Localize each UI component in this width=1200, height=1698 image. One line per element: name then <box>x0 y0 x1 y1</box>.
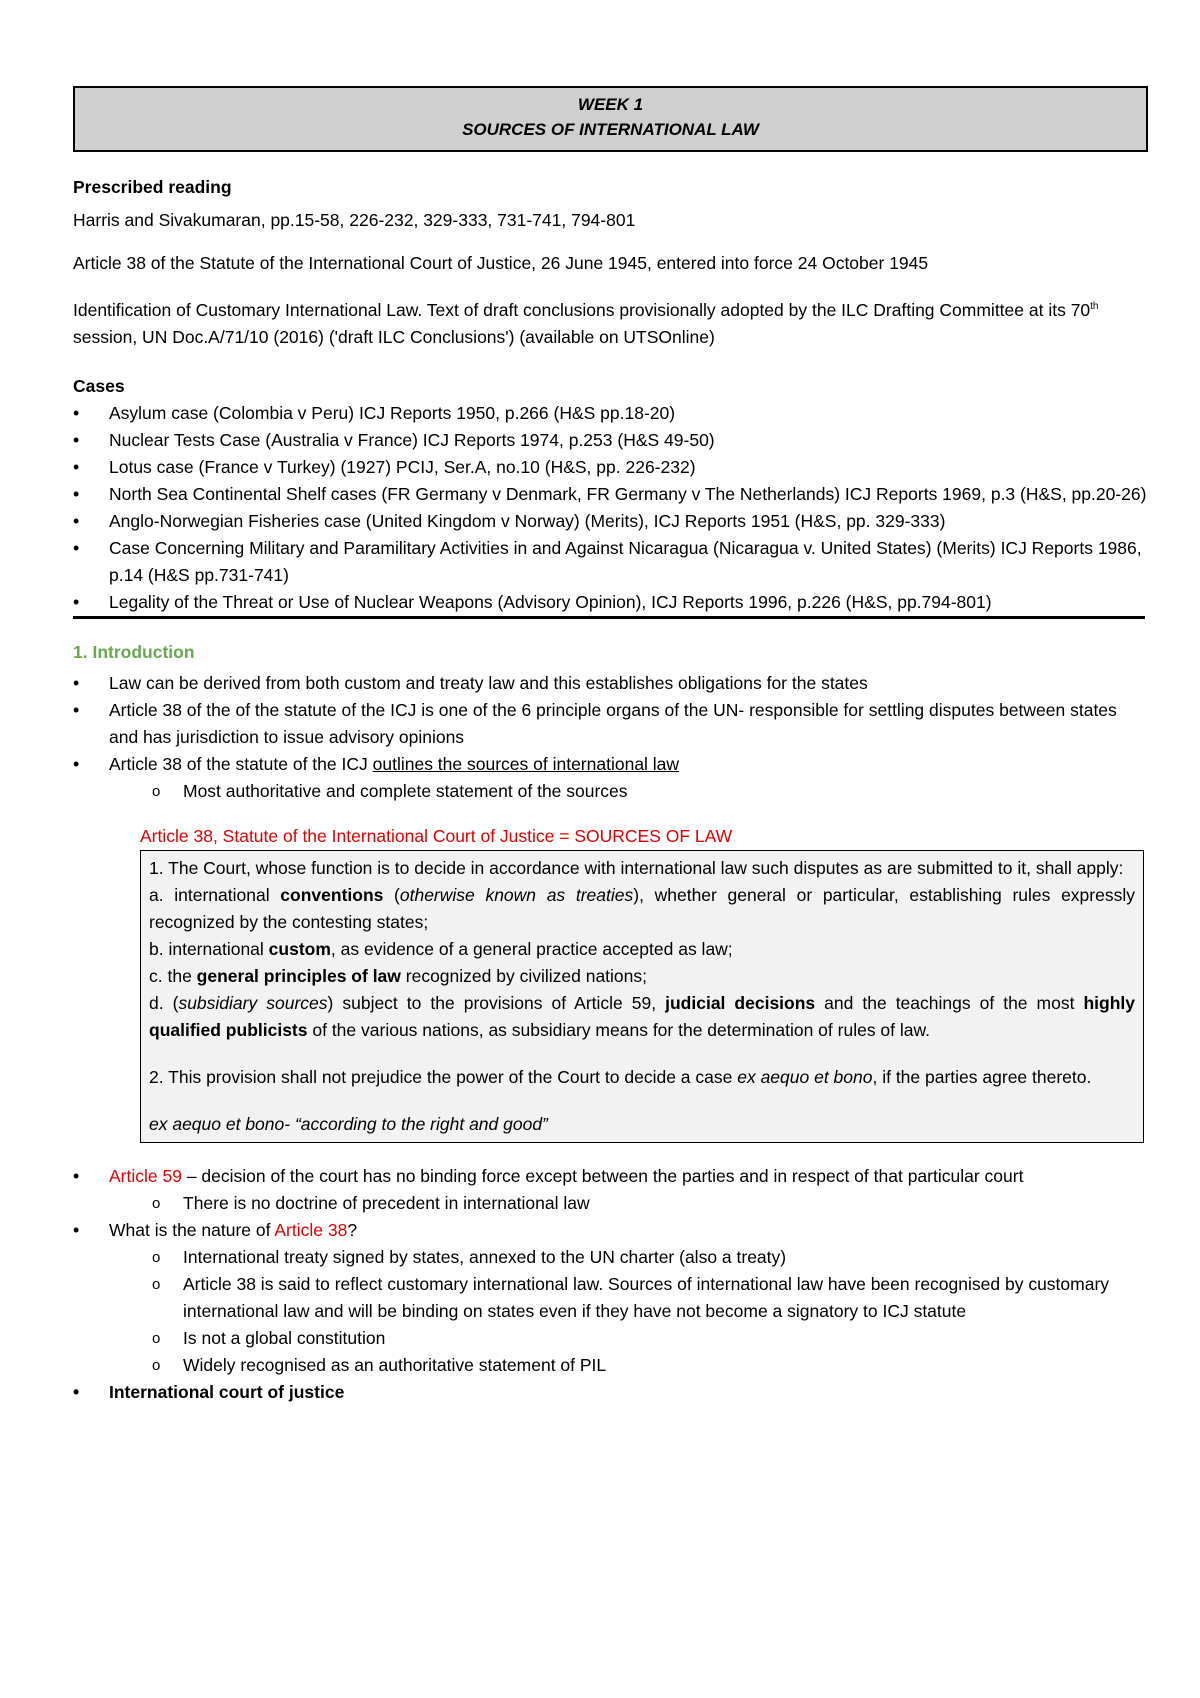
sub-list-item: o There is no doctrine of precedent in international law <box>73 1190 1148 1217</box>
sub-list-item: o Most authoritative and complete statement of the sources <box>73 778 1148 805</box>
page-title: SOURCES OF INTERNATIONAL LAW <box>462 120 759 139</box>
list-item: • What is the nature of Article 38? <box>73 1217 1148 1244</box>
article-38-caption: Article 38, Statute of the International Court of Justice = SOURCES OF LAW <box>140 825 733 846</box>
sub-list-item: o International treaty signed by states, annexed to the UN charter (also a treaty) <box>73 1244 1148 1271</box>
list-item: • Asylum case (Colombia v Peru) ICJ Reports 1950, p.266 (H&S pp.18-20) <box>73 400 1148 427</box>
sub-list-item: o Article 38 is said to reflect customary international law. Sources of international law have been recognised by customary international law and will be binding on states even if they have not become a signatory to ICJ statute <box>73 1271 1148 1325</box>
cases-list <box>73 400 1148 616</box>
intro-list <box>73 670 1148 805</box>
cases-heading: Cases <box>73 375 125 396</box>
list-item: • North Sea Continental Shelf cases (FR Germany v Denmark, FR Germany v The Netherlands) ICJ Reports 1969, p.3 (H&S, pp.20-26) <box>73 481 1148 508</box>
quote-para-1: 1. The Court, whose function is to decide in accordance with international law such disputes as are submitted to it, shall apply: <box>149 857 1124 878</box>
list-item: • Legality of the Threat or Use of Nuclear Weapons (Advisory Opinion), ICJ Reports 1996, p.226 (H&S, pp.794-801) <box>73 589 1148 616</box>
list-item: • Law can be derived from both custom and treaty law and this establishes obligations for the states <box>73 670 1148 697</box>
list-item: • International court of justice <box>73 1379 1148 1406</box>
prescribed-heading: Prescribed reading <box>73 177 232 197</box>
list-item: • Article 38 of the of the statute of the ICJ is one of the 6 principle organs of the UN- responsible for settling disputes between states and has jurisdiction to issue advisory opinions <box>73 697 1148 751</box>
sub-list-item: o Widely recognised as an authoritative statement of PIL <box>73 1352 1148 1379</box>
list-item: • Anglo-Norwegian Fisheries case (United Kingdom v Norway) (Merits), ICJ Reports 1951 (H&S, pp. 329-333) <box>73 508 1148 535</box>
document-page <box>73 86 1148 1406</box>
list-item: • Article 38 of the statute of the ICJ outlines the sources of international law <box>73 751 1148 778</box>
list-item: • Lotus case (France v Turkey) (1927) PCIJ, Ser.A, no.10 (H&S, pp. 226-232) <box>73 454 1148 481</box>
list-item: • Article 59 – decision of the court has no binding force except between the parties and in respect of that particular court <box>73 1163 1148 1190</box>
article-notes-list <box>73 1163 1148 1406</box>
quote-note: ex aequo et bono- “according to the right and good” <box>149 1113 548 1134</box>
article-38-quote-box <box>140 850 1144 1143</box>
week-label: WEEK 1 <box>577 95 644 114</box>
list-item: • Nuclear Tests Case (Australia v France) ICJ Reports 1974, p.253 (H&S 49-50) <box>73 427 1148 454</box>
section-heading-introduction: 1. Introduction <box>73 641 195 662</box>
title-banner <box>73 86 1148 152</box>
quote-item-c: c. the general principles of law recognized by civilized nations; <box>149 965 648 986</box>
quote-item-d: d. (subsidiary sources) subject to the provisions of Article 59, judicial decisions and the teachings of the most highly qualified publicists of the various nations, as subsidiary means for the determination of rules of law. <box>149 992 1136 1040</box>
reading-item: Article 38 of the Statute of the International Court of Justice, 26 June 1945, entered into force 24 October 1945 <box>73 253 929 273</box>
reading-item-ilc: Identification of Customary International Law. Text of draft conclusions provisionally adopted by the ILC Drafting Committee at its 70th session, UN Doc.A/71/10 (2016) ('draft ILC Conclusions') (available on UTSOnline) <box>73 299 1099 347</box>
list-item: • Case Concerning Military and Paramilitary Activities in and Against Nicaragua (Nicaragua v. United States) (Merits) ICJ Reports 1986, p.14 (H&S pp.731-741) <box>73 535 1148 589</box>
quote-item-a: a. international conventions (otherwise known as treaties), whether general or particular, establishing rules expressly recognized by the contesting states; <box>149 884 1135 932</box>
quote-para-2: 2. This provision shall not prejudice the power of the Court to decide a case ex aequo et bono, if the parties agree thereto. <box>149 1066 1092 1087</box>
quote-item-b: b. international custom, as evidence of a general practice accepted as law; <box>149 938 733 959</box>
reading-item: Harris and Sivakumaran, pp.15-58, 226-232, 329-333, 731-741, 794-801 <box>73 210 636 230</box>
sub-list-item: o Is not a global constitution <box>73 1325 1148 1352</box>
